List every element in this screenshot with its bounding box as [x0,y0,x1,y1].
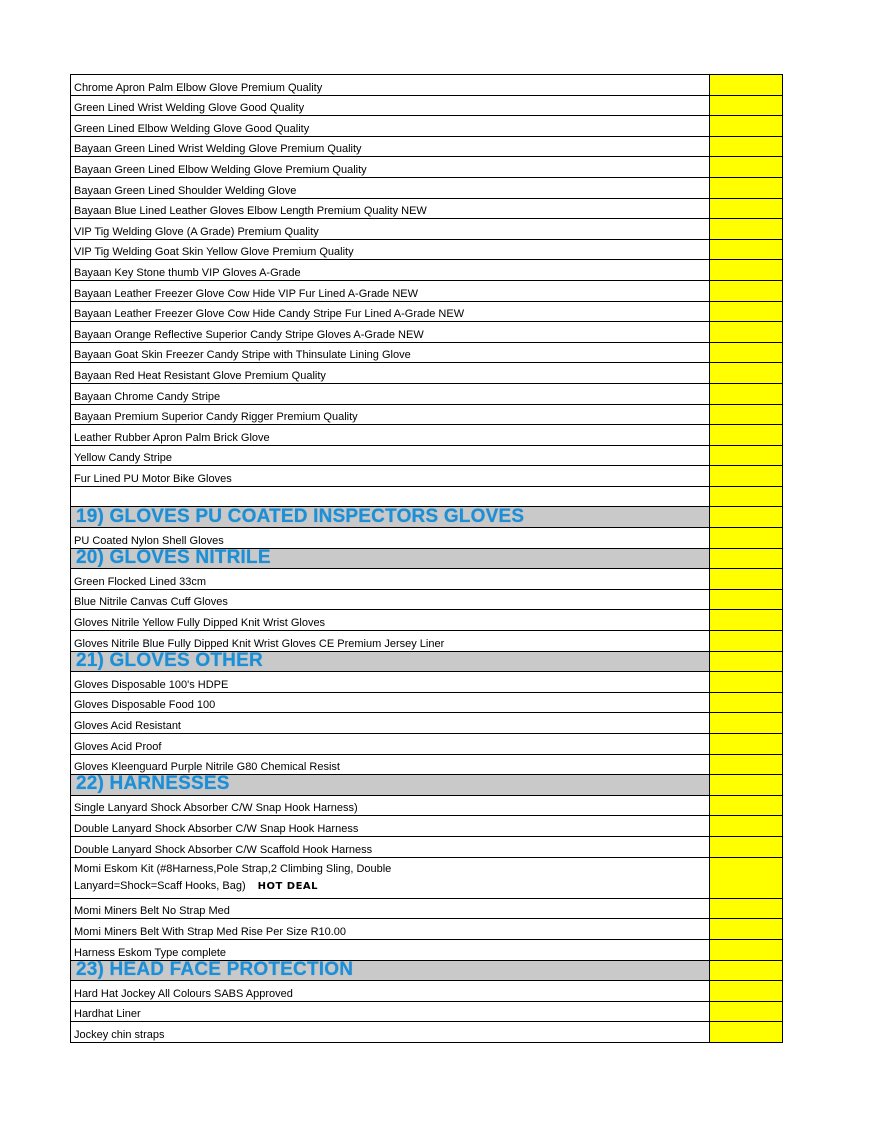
price-cell[interactable] [710,116,782,136]
table-row [71,363,782,384]
item-description: VIP Tig Welding Goat Skin Yellow Glove Premium Quality [71,240,710,260]
price-cell[interactable] [710,549,782,569]
item-description: Green Lined Wrist Welding Glove Good Quality [71,96,710,116]
item-description: Gloves Acid Resistant [71,713,710,733]
item-description: Bayaan Green Lined Elbow Welding Glove Premium Quality [71,157,710,177]
table-row [71,405,782,426]
price-cell[interactable] [710,137,782,157]
item-description: Chrome Apron Palm Elbow Glove Premium Quality [71,75,710,95]
table-row [71,1002,782,1023]
section-title: 21) GLOVES OTHER [71,652,710,672]
table-row [71,343,782,364]
price-cell[interactable] [710,940,782,960]
price-cell[interactable] [710,405,782,425]
price-cell[interactable] [710,240,782,260]
price-cell[interactable] [710,919,782,939]
price-cell[interactable] [710,302,782,322]
table-row [71,199,782,220]
item-description: Momi Miners Belt No Strap Med [71,899,710,919]
price-cell[interactable] [710,672,782,692]
section-header-row [71,507,782,528]
item-description: Jockey chin straps [71,1022,710,1042]
item-description: Single Lanyard Shock Absorber C/W Snap Hook Harness) [71,796,710,816]
price-cell[interactable] [710,1022,782,1042]
price-cell[interactable] [710,961,782,981]
item-description: Hard Hat Jockey All Colours SABS Approved [71,981,710,1001]
table-row [71,837,782,858]
table-row [71,816,782,837]
table-row [71,796,782,817]
table-row [71,713,782,734]
table-row [71,425,782,446]
section-header-row [71,652,782,673]
price-cell[interactable] [710,281,782,301]
item-description: VIP Tig Welding Glove (A Grade) Premium Quality [71,219,710,239]
table-row [71,384,782,405]
section-title: 22) HARNESSES [71,775,710,795]
table-row [71,219,782,240]
price-cell[interactable] [710,425,782,445]
item-description-text: Lanyard=Shock=Scaff Hooks, Bag) [74,879,246,892]
table-row [71,137,782,158]
item-description: Bayaan Key Stone thumb VIP Gloves A-Grade [71,260,710,280]
price-cell[interactable] [710,466,782,486]
section-title: 20) GLOVES NITRILE [71,549,710,569]
table-row [71,569,782,590]
price-cell[interactable] [710,157,782,177]
price-cell[interactable] [710,796,782,816]
price-cell[interactable] [710,507,782,527]
item-description: Double Lanyard Shock Absorber C/W Snap Hook Harness [71,816,710,836]
price-cell[interactable] [710,343,782,363]
table-row [71,75,782,96]
table-row [71,672,782,693]
price-cell[interactable] [710,590,782,610]
item-description: Bayaan Green Lined Shoulder Welding Glove [71,178,710,198]
item-description: Blue Nitrile Canvas Cuff Gloves [71,590,710,610]
table-row [71,260,782,281]
item-description [71,858,710,898]
item-description [71,487,710,507]
table-row [71,157,782,178]
item-description: PU Coated Nylon Shell Gloves [71,528,710,548]
table-row [71,899,782,920]
table-row [71,281,782,302]
price-cell[interactable] [710,178,782,198]
item-description: Fur Lined PU Motor Bike Gloves [71,466,710,486]
table-row [71,755,782,776]
section-header-row [71,775,782,796]
item-description: Bayaan Leather Freezer Glove Cow Hide Candy Stripe Fur Lined A-Grade NEW [71,302,710,322]
price-cell[interactable] [710,610,782,630]
section-header-row [71,549,782,570]
item-description: Bayaan Red Heat Resistant Glove Premium Quality [71,363,710,383]
table-row [71,466,782,487]
price-cell[interactable] [710,734,782,754]
price-cell[interactable] [710,446,782,466]
item-description: Green Flocked Lined 33cm [71,569,710,589]
price-list-table [70,74,783,1043]
table-row [71,1022,782,1043]
table-row [71,302,782,323]
price-cell[interactable] [710,1002,782,1022]
item-description: Gloves Kleenguard Purple Nitrile G80 Chemical Resist [71,755,710,775]
item-description: Gloves Nitrile Yellow Fully Dipped Knit Wrist Gloves [71,610,710,630]
table-row [71,528,782,549]
section-title: 19) GLOVES PU COATED INSPECTORS GLOVES [71,507,710,527]
price-cell[interactable] [710,96,782,116]
table-row [71,693,782,714]
table-row [71,487,782,508]
table-row [71,590,782,611]
table-row [71,96,782,117]
price-cell[interactable] [710,260,782,280]
item-description: Bayaan Blue Lined Leather Gloves Elbow Length Premium Quality NEW [71,199,710,219]
table-row [71,322,782,343]
table-row [71,178,782,199]
table-row [71,240,782,261]
hot-deal-badge: HOT DEAL [257,880,319,892]
price-cell[interactable] [710,981,782,1001]
table-row [71,981,782,1002]
price-cell[interactable] [710,713,782,733]
price-cell[interactable] [710,816,782,836]
price-cell[interactable] [710,487,782,507]
item-description: Harness Eskom Type complete [71,940,710,960]
price-cell[interactable] [710,899,782,919]
item-description: Bayaan Green Lined Wrist Welding Glove Premium Quality [71,137,710,157]
item-description: Green Lined Elbow Welding Glove Good Quality [71,116,710,136]
price-cell[interactable] [710,75,782,95]
item-description: Gloves Disposable 100's HDPE [71,672,710,692]
item-description: Gloves Nitrile Blue Fully Dipped Knit Wrist Gloves CE Premium Jersey Liner [71,631,710,651]
price-cell[interactable] [710,858,782,898]
table-row [71,858,782,899]
price-cell[interactable] [710,631,782,651]
item-description: Leather Rubber Apron Palm Brick Glove [71,425,710,445]
table-row [71,631,782,652]
item-description: Double Lanyard Shock Absorber C/W Scaffold Hook Harness [71,837,710,857]
price-cell[interactable] [710,775,782,795]
section-title: 23) HEAD FACE PROTECTION [71,961,710,981]
item-description: Gloves Acid Proof [71,734,710,754]
item-description: Bayaan Chrome Candy Stripe [71,384,710,404]
table-row [71,116,782,137]
item-description: Yellow Candy Stripe [71,446,710,466]
section-header-row [71,961,782,982]
price-cell[interactable] [710,693,782,713]
item-description: Bayaan Orange Reflective Superior Candy Stripe Gloves A-Grade NEW [71,322,710,342]
item-description: Bayaan Leather Freezer Glove Cow Hide VIP Fur Lined A-Grade NEW [71,281,710,301]
item-description: Bayaan Premium Superior Candy Rigger Premium Quality [71,405,710,425]
item-description: Hardhat Liner [71,1002,710,1022]
price-cell[interactable] [710,199,782,219]
table-row [71,446,782,467]
table-row [71,919,782,940]
price-cell[interactable] [710,363,782,383]
item-description-line [74,880,318,893]
price-cell[interactable] [710,652,782,672]
item-description: Gloves Disposable Food 100 [71,693,710,713]
price-cell[interactable] [710,837,782,857]
price-cell[interactable] [710,219,782,239]
price-cell[interactable] [710,322,782,342]
table-row [71,940,782,961]
price-cell[interactable] [710,528,782,548]
price-cell[interactable] [710,569,782,589]
item-description: Bayaan Goat Skin Freezer Candy Stripe with Thinsulate Lining Glove [71,343,710,363]
price-cell[interactable] [710,755,782,775]
item-description-line: Momi Eskom Kit (#8Harness,Pole Strap,2 Climbing Sling, Double [74,862,392,875]
table-row [71,610,782,631]
price-cell[interactable] [710,384,782,404]
item-description: Momi Miners Belt With Strap Med Rise Per Size R10.00 [71,919,710,939]
table-row [71,734,782,755]
